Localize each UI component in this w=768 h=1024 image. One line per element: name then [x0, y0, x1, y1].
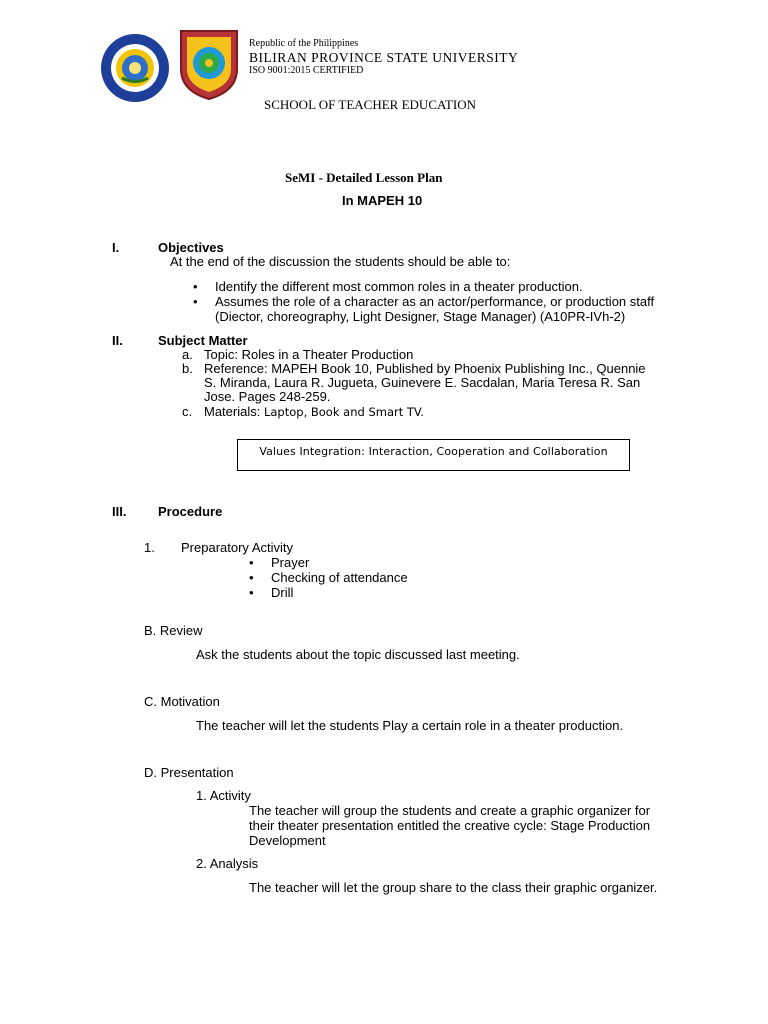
topic-text: Topic: Roles in a Theater Production	[204, 347, 414, 362]
activity-text: The teacher will group the students and create a graphic organizer for	[249, 803, 651, 818]
list-letter: a.	[182, 347, 193, 362]
activity-label: 1. Activity	[196, 788, 251, 803]
list-item: • Drill	[271, 585, 293, 600]
list-letter: b.	[182, 361, 193, 376]
analysis-label: 2. Analysis	[196, 856, 259, 871]
list-item: • Prayer	[271, 555, 309, 570]
university-name: BILIRAN PROVINCE STATE UNIVERSITY	[249, 50, 519, 65]
republic-text: Republic of the Philippines	[249, 38, 359, 49]
section-numeral: II.	[112, 333, 123, 348]
list-letter: c.	[182, 404, 193, 419]
section-heading: Procedure	[158, 504, 223, 519]
list-item-continuation: (Diector, choreography, Light Designer, Stage Manager) (A10PR-IVh-2)	[215, 309, 626, 324]
activity-text: Development	[249, 833, 326, 848]
section-numeral: III.	[112, 504, 127, 519]
materials-value: Laptop, Book and Smart TV.	[263, 405, 424, 419]
list-item: • Checking of attendance	[271, 570, 408, 585]
list-item: • Identify the different most common roles in a theater production.	[215, 279, 583, 294]
objectives-intro: At the end of the discussion the students should be able to:	[170, 254, 511, 269]
school-seal-right	[175, 25, 243, 101]
activity-text: their theater presentation entitled the creative cycle: Stage Production	[249, 818, 651, 833]
list-item: • Assumes the role of a character as an actor/performance, or production staff	[215, 294, 654, 309]
document-title: SeMI - Detailed Lesson Plan	[285, 170, 443, 185]
materials-line	[204, 404, 424, 420]
review-text: Ask the students about the topic discussed last meeting.	[196, 647, 520, 662]
school-name: SCHOOL OF TEACHER EDUCATION	[264, 97, 476, 112]
materials-label: Materials:	[204, 404, 264, 419]
values-integration-text: Values Integration: Interaction, Cooperation and Collaboration	[259, 445, 608, 458]
reference-text: Reference: MAPEH Book 10, Published by Phoenix Publishing Inc., Quennie	[204, 361, 646, 376]
motivation-label: C. Motivation	[144, 694, 220, 709]
step-label: Preparatory Activity	[181, 540, 293, 555]
section-numeral: I.	[112, 240, 120, 255]
reference-text: S. Miranda, Laura R. Jugueta, Guinevere E. Sacdalan, Maria Teresa R. San	[204, 375, 641, 390]
reference-text: Jose. Pages 248-259.	[204, 389, 331, 404]
presentation-label: D. Presentation	[144, 765, 234, 780]
document-subtitle: In MAPEH 10	[342, 193, 423, 208]
review-label: B. Review	[144, 623, 203, 638]
iso-certification: ISO 9001:2015 CERTIFIED	[249, 65, 364, 76]
step-number: 1.	[144, 540, 155, 555]
motivation-text: The teacher will let the students Play a certain role in a theater production.	[196, 718, 624, 733]
section-heading: Subject Matter	[158, 333, 248, 348]
university-seal-left	[100, 33, 170, 103]
values-integration-box	[237, 439, 630, 471]
section-heading: Objectives	[158, 240, 224, 255]
analysis-text: The teacher will let the group share to the class their graphic organizer.	[249, 880, 658, 895]
